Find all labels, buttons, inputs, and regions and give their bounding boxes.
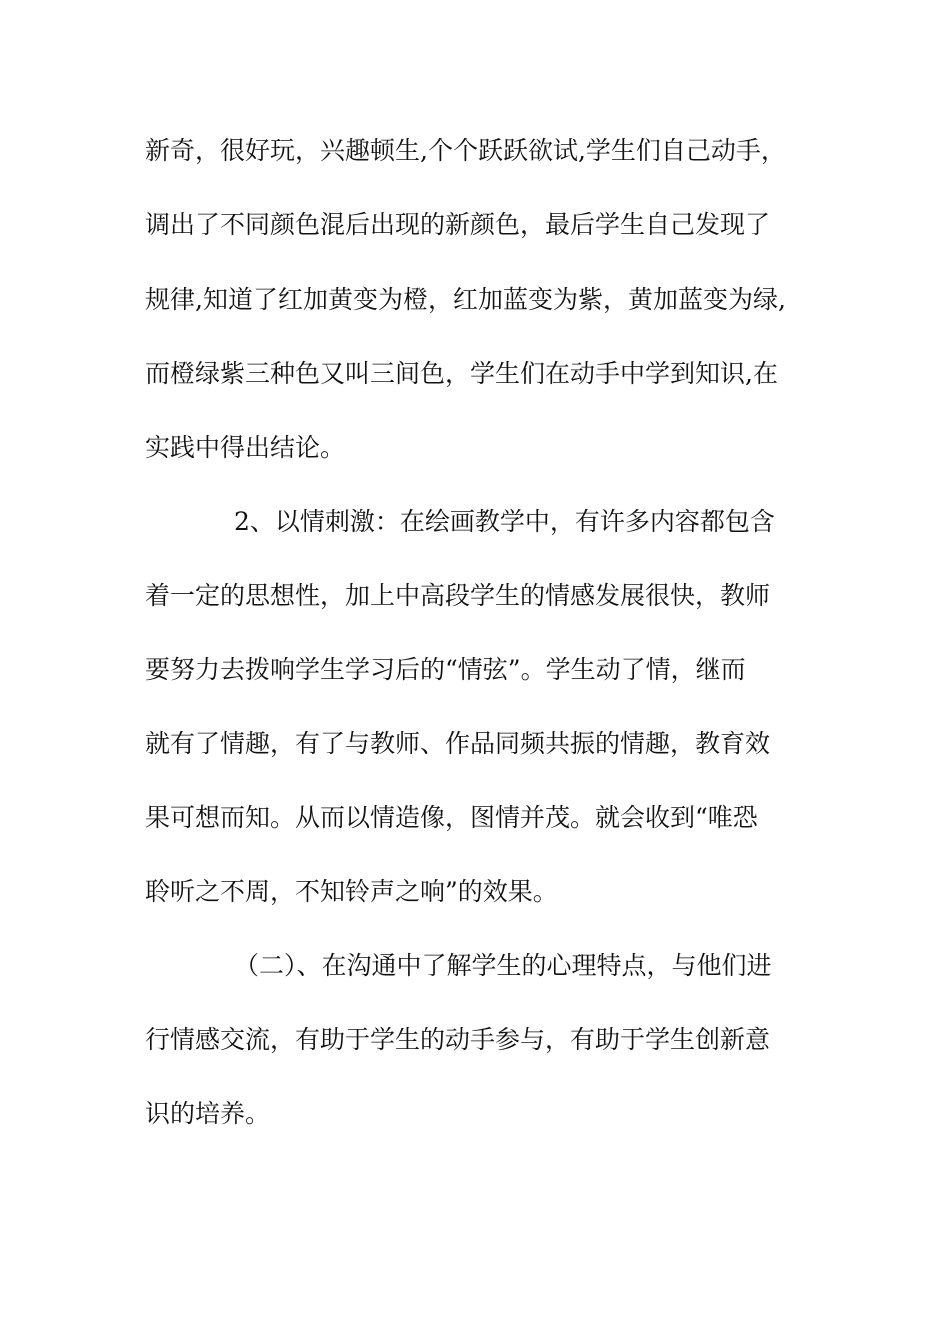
text-line: 实践中得出结论。	[145, 433, 346, 462]
text-line: 行情感交流，有助于学生的动手参与，有助于学生创新意	[145, 1025, 771, 1054]
text-line: 着一定的思想性，加上中高段学生的情感发展很快，教师	[145, 581, 771, 610]
text-line-indented: （二）、在沟通中了解学生的心理特点，与他们进	[234, 951, 772, 980]
text-line: 规律,知道了红加黄变为橙，红加蓝变为紫，黄加蓝变为绿,	[145, 285, 786, 314]
text-line: 调出了不同颜色混后出现的新颜色，最后学生自己发现了	[145, 210, 771, 239]
text-line: 要努力去拨响学生学习后的“情弦”。学生动了情，继而	[145, 655, 746, 684]
text-line: 新奇，很好玩，兴趣顿生,个个跃跃欲试,学生们自己动手，	[145, 136, 786, 165]
text-line-indented: 2、以情刺激：在绘画教学中，有许多内容都包含	[234, 507, 775, 536]
text-line: 识的培养。	[145, 1099, 271, 1128]
text-line: 就有了情趣，有了与教师、作品同频共振的情趣，教育效	[145, 729, 771, 758]
text-line: 聆听之不周，不知铃声之响”的效果。	[145, 877, 558, 906]
text-line: 而橙绿紫三种色又叫三间色，学生们在动手中学到知识,在	[145, 359, 778, 388]
text-line: 果可想而知。从而以情造像，图情并茂。就会收到“唯恐	[145, 803, 758, 832]
